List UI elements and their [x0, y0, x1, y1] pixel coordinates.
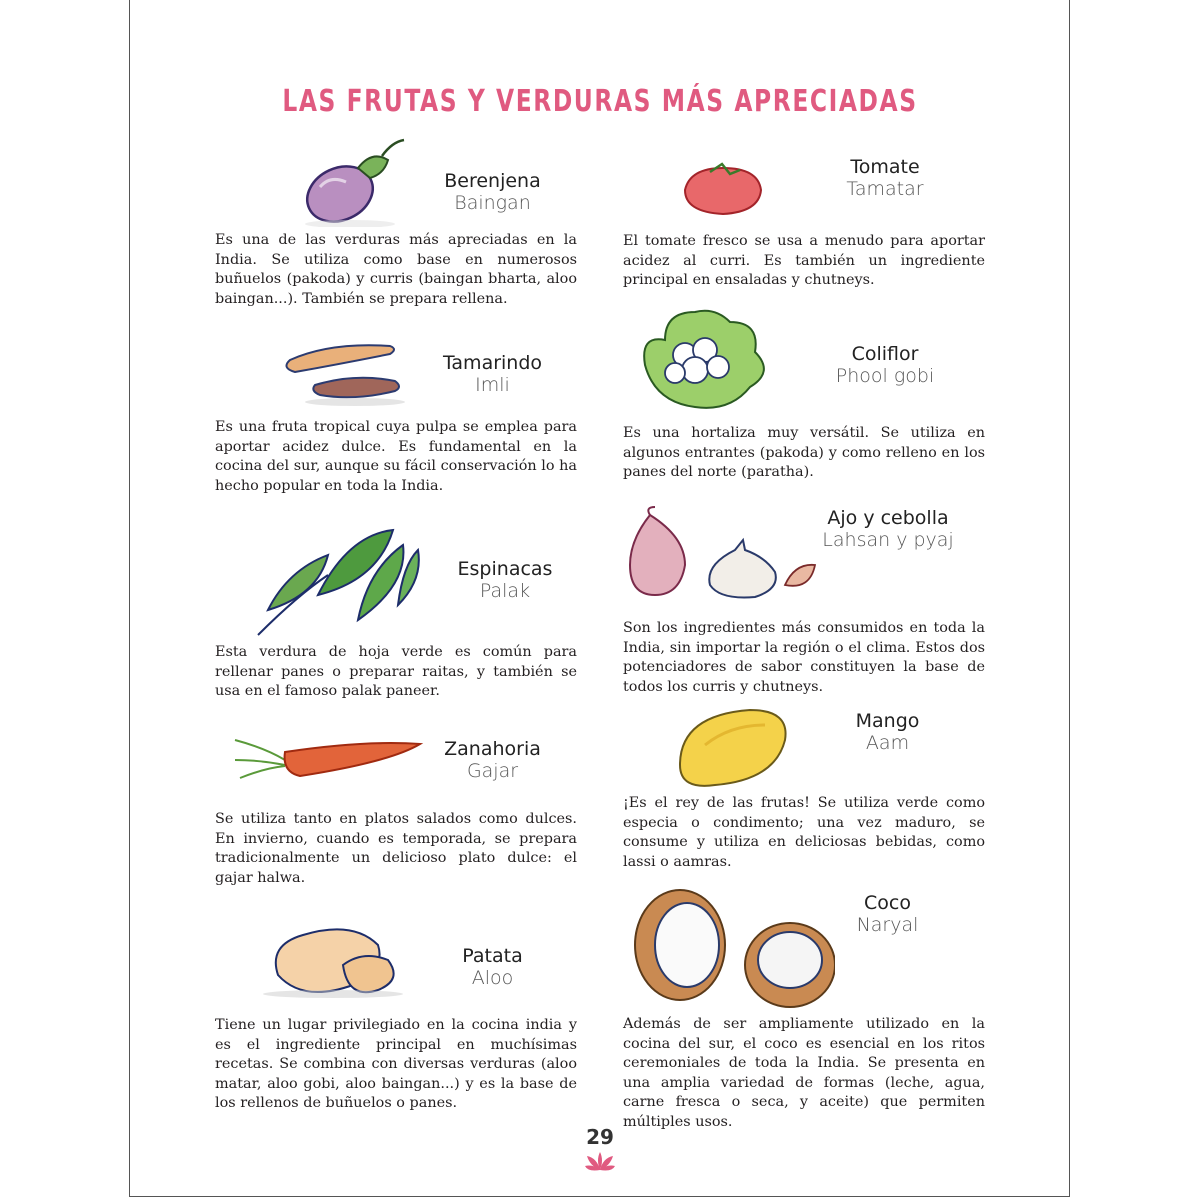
item-hindi-name: Naryal: [856, 914, 919, 936]
item-label-zanahoria: [430, 738, 555, 782]
tomato-icon: [670, 160, 770, 220]
item-description: Son los ingredientes más consumidos en toda la India, sin importar la región o el clima. Estos dos potenciadores de sabor constituyen la base de todos los curris y chutneys.: [623, 620, 985, 695]
item-description: Esta verdura de hoja verde es común para rellenar panes o preparar raitas, y también se usa en el famoso palak paneer.: [215, 644, 577, 700]
item-label-espinacas: [445, 558, 565, 602]
item-hindi-name: Phool gobi: [835, 365, 935, 387]
eggplant-icon: [290, 132, 415, 227]
item-hindi-name: Aloo: [471, 967, 514, 989]
item-label-coco: [840, 892, 935, 936]
item-description: ¡Es el rey de las frutas! Se utiliza verde como especia o condimento; una vez maduro, se consume y utiliza en deliciosas bebidas, como lassi o aamras.: [623, 795, 985, 870]
item-hindi-name: Baingan: [454, 192, 531, 214]
item-description: Es una fruta tropical cuya pulpa se emplea para aportar acidez dulce. Es fundamental en la cocina del sur, aunque su fácil conservación lo ha hecho popular en toda la India.: [215, 419, 577, 494]
item-label-mango: [840, 710, 935, 754]
flower-ornament-icon: [585, 1150, 615, 1172]
item-hindi-name: Palak: [479, 580, 531, 602]
item-description: Se utiliza tanto en platos salados como dulces. En invierno, cuando es temporada, se prepara tradicionalmente un delicioso plato dulce: el gajar halwa.: [215, 811, 577, 886]
potato-icon: [248, 920, 408, 1000]
item-label-ajo-y-cebolla: [818, 507, 958, 551]
tamarind-icon: [285, 340, 415, 410]
item-label-coliflor: [830, 343, 940, 387]
item-description: Es una de las verduras más apreciadas en la India. Se utiliza como base en numerosos buñuelos (pakoda) y curris (baingan bharta, aloo baingan...). También se prepara rellena.: [215, 232, 577, 307]
page-number: 29: [586, 1125, 614, 1149]
item-name: Mango: [855, 710, 920, 732]
page-title: LAS FRUTAS Y VERDURAS MÁS APRECIADAS: [282, 84, 918, 119]
item-name: Coco: [864, 892, 911, 914]
mango-icon: [665, 705, 795, 790]
item-label-tamarindo: [440, 352, 545, 396]
item-name: Ajo y cebolla: [827, 507, 949, 529]
item-hindi-name: Tamatar: [846, 178, 924, 200]
item-name: Tamarindo: [442, 352, 543, 374]
item-description: El tomate fresco se usa a menudo para aportar acidez al curri. Es también un ingrediente principal en ensaladas y chutneys.: [623, 233, 985, 289]
item-name: Patata: [462, 945, 523, 967]
item-hindi-name: Lahsan y pyaj: [822, 529, 954, 551]
spinach-icon: [248, 525, 423, 640]
item-name: Berenjena: [444, 170, 541, 192]
carrot-icon: [230, 730, 430, 785]
item-name: Coliflor: [851, 343, 919, 365]
item-description: Es una hortaliza muy versátil. Se utiliza en algunos entrantes (pakoda) y como relleno en los panes del norte (paratha).: [623, 425, 985, 481]
item-hindi-name: Imli: [475, 374, 510, 396]
item-description: Tiene un lugar privilegiado en la cocina india y es el ingrediente principal en muchísimas recetas. Se combina con diversas verduras (aloo matar, aloo gobi, aloo baingan...) y es la base de los rellenos de buñuelos o panes.: [215, 1017, 577, 1112]
item-name: Zanahoria: [444, 738, 541, 760]
item-label-patata: [440, 945, 545, 989]
item-description: Además de ser ampliamente utilizado en la cocina del sur, el coco es esencial en los ritos ceremoniales de toda la India. Se presenta en una amplia variedad de formas (leche, agua, carne fresca o seca, y aceite) que permiten múltiples usos.: [623, 1016, 985, 1130]
item-label-berenjena: [430, 170, 555, 214]
item-label-tomate: [830, 156, 940, 200]
item-name: Tomate: [850, 156, 920, 178]
coconut-icon: [625, 885, 835, 1010]
cauliflower-icon: [630, 305, 770, 415]
item-hindi-name: Aam: [865, 732, 910, 754]
garlic-onion-icon: [610, 505, 825, 605]
item-name: Espinacas: [457, 558, 553, 580]
item-hindi-name: Gajar: [466, 760, 519, 782]
